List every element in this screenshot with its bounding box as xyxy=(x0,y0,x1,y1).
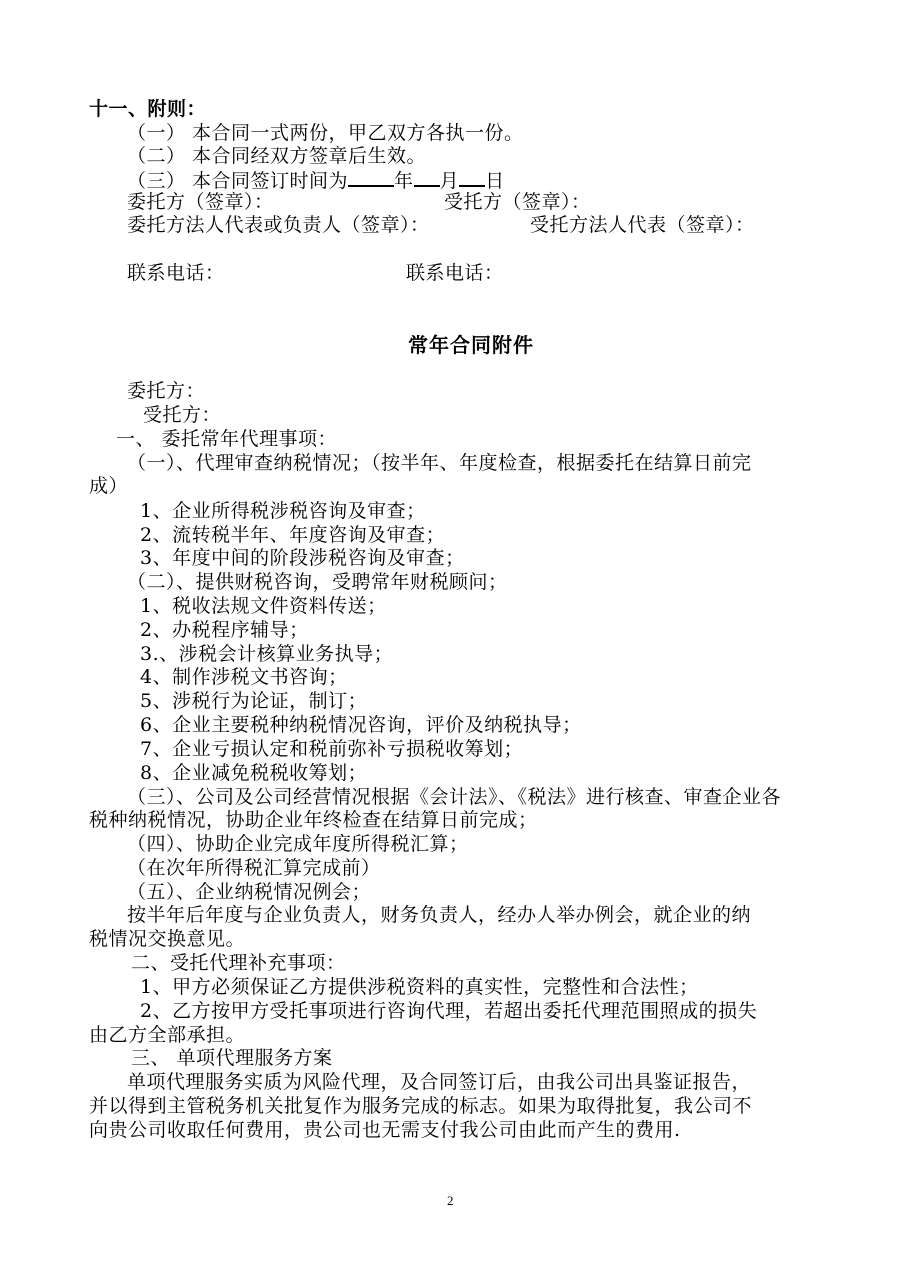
subsection-5-line-1: 按半年后年度与企业负责人，财务负责人，经办人举办例会，就企业的纳 xyxy=(127,904,752,926)
subsection-5-line-2: 税情况交换意见。 xyxy=(89,928,246,950)
year-blank xyxy=(348,167,394,187)
subsection-4-heading: （四）、协助企业完成年度所得税汇算； xyxy=(127,833,469,855)
trustee-seal-label: 受托方（签章）： xyxy=(444,191,591,213)
subsection-2-item-2: 2、办税程序辅导； xyxy=(140,619,309,641)
month-label: 月 xyxy=(439,170,460,192)
subsection-4-note: （在次年所得税汇算完成前） xyxy=(127,857,381,879)
subsection-2-heading: （二）、提供财税咨询，受聘常年财税顾问； xyxy=(127,571,508,593)
subsection-1-item-3: 3、年度中间的阶段涉税咨询及审查； xyxy=(140,547,465,569)
subsection-1-line-1: （一）、代理审查纳税情况；（按半年、年度检查，根据委托在结算日前完 xyxy=(127,452,752,474)
section-2-item-1: 1、甲方必须保证乙方提供涉税资料的真实性，完整性和合法性； xyxy=(140,976,699,998)
subsection-1-item-1: 1、企业所得税涉税咨询及审查； xyxy=(140,500,426,522)
subsection-3-line-2: 税种纳税情况，协助企业年终检查在结算日前完成； xyxy=(89,809,538,831)
subsection-1-item-2: 2、流转税半年、年度咨询及审查； xyxy=(140,524,446,546)
client-seal-label: 委托方（签章）： xyxy=(127,191,274,213)
section-3-line-2: 并以得到主管税务机关批复作为服务完成的标志。如果为取得批复，我公司不 xyxy=(89,1095,753,1117)
section-3-line-1: 单项代理服务实质为风险代理，及合同签订后，由我公司出具鉴证报告， xyxy=(127,1071,752,1093)
subsection-2-item-5: 5、涉税行为论证，制订； xyxy=(140,690,368,712)
signing-date-prefix: （三） 本合同签订时间为 xyxy=(127,170,349,192)
subsection-3-line-1: （三）、公司及公司经营情况根据《会计法》、《税法》进行核查、审查企业各 xyxy=(127,786,782,808)
subsection-2-item-4: 4、制作涉税文书咨询； xyxy=(140,666,348,688)
section-2-item-2-line-1: 2、乙方按甲方受托事项进行咨询代理，若超出委托代理范围照成的损失 xyxy=(140,1000,758,1022)
subsection-2-item-1: 1、税收法规文件资料传送； xyxy=(140,595,387,617)
subsection-5-heading: （五）、企业纳税情况例会； xyxy=(127,881,372,903)
subsection-2-item-8: 8、企业减免税税收筹划； xyxy=(140,762,368,784)
annex-trustee-label: 受托方： xyxy=(143,404,222,426)
section-11-item-1: （一） 本合同一式两份，甲乙双方各执一份。 xyxy=(127,122,524,144)
client-rep-label: 委托方法人代表或负责人（签章）： xyxy=(127,214,430,236)
section-2-item-2-line-2: 由乙方全部承担。 xyxy=(89,1024,246,1046)
annex-client-label: 委托方： xyxy=(127,380,206,402)
section-3-line-3: 向贵公司收取任何费用，贵公司也无需支付我公司由此而产生的费用. xyxy=(89,1119,681,1141)
year-label: 年 xyxy=(394,170,414,192)
page-number: 2 xyxy=(447,1193,454,1208)
section-11-item-2: （二） 本合同经双方签章后生效。 xyxy=(127,145,427,167)
subsection-2-item-7: 7、企业亏损认定和税前弥补亏损税收筹划； xyxy=(140,738,524,760)
section-11-heading: 十一、附则： xyxy=(89,98,207,120)
subsection-1-line-2: 成） xyxy=(89,475,129,497)
trustee-phone-label: 联系电话： xyxy=(406,262,504,284)
client-phone-label: 联系电话： xyxy=(127,262,225,284)
subsection-2-item-6: 6、企业主要税种纳税情况咨询，评价及纳税执导； xyxy=(140,714,582,736)
subsection-2-item-3: 3.、涉税会计核算业务执导； xyxy=(140,643,394,665)
day-blank xyxy=(459,167,485,187)
annex-title: 常年合同附件 xyxy=(408,333,534,357)
section-2-heading: 二、受托代理补充事项： xyxy=(131,952,346,974)
section-3-heading: 三、 单项代理服务方案 xyxy=(131,1047,333,1069)
trustee-rep-label: 受托方法人代表（签章）： xyxy=(530,214,755,236)
month-blank xyxy=(414,167,440,187)
day-label: 日 xyxy=(485,170,505,192)
section-1-heading: 一、 委托常年代理事项： xyxy=(116,428,338,450)
